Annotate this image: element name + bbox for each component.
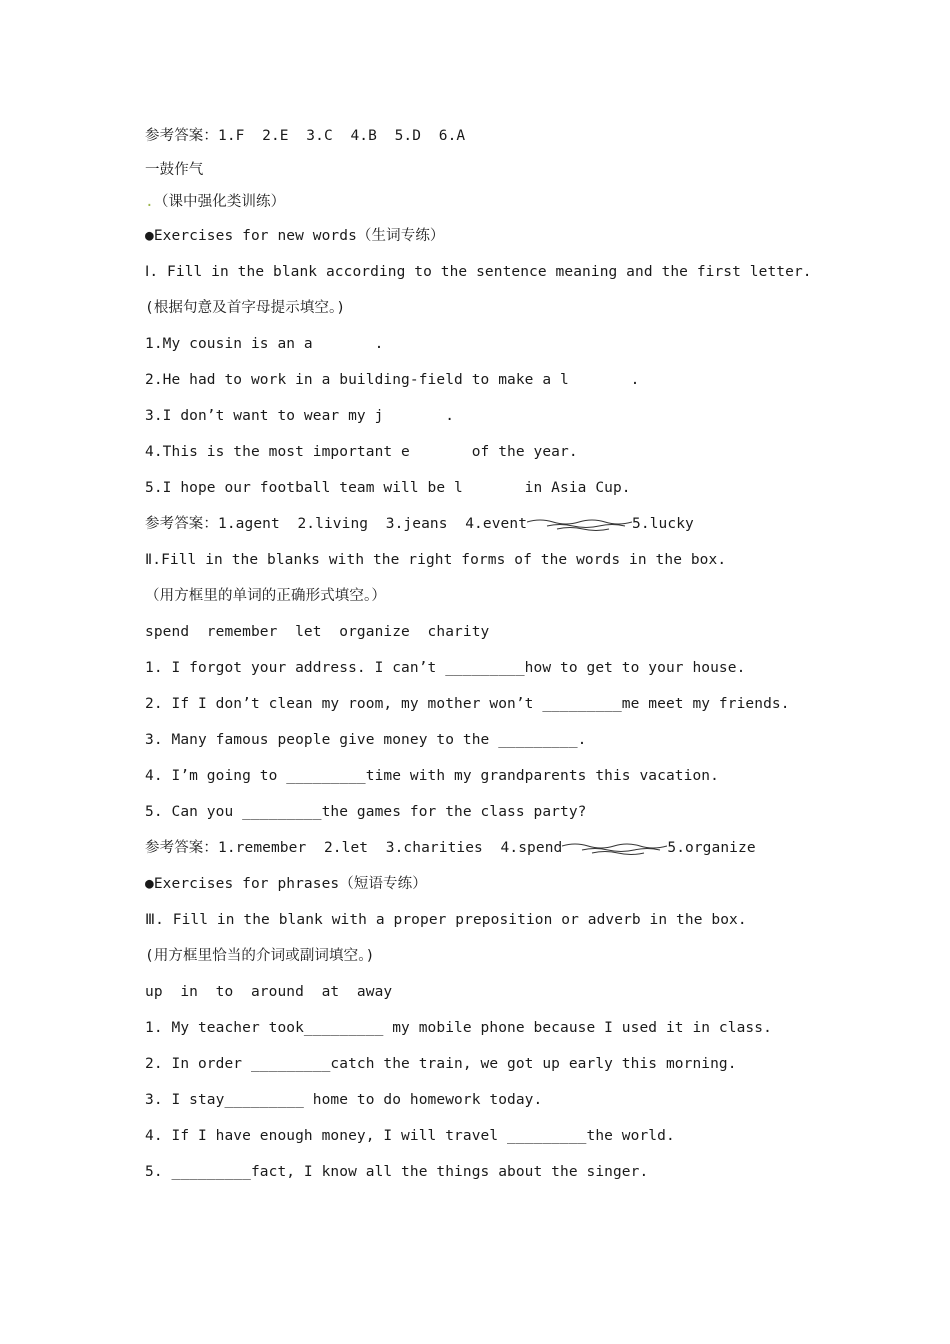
question: 2.He had to work in a building-field to make a l .: [145, 372, 640, 388]
question: 5.I hope our football team will be l in Asia Cup.: [145, 480, 631, 496]
question: 4. If I have enough money, I will travel _________the world.: [145, 1128, 675, 1144]
answer-key-3: [145, 830, 845, 866]
section-2-instruction: （用方框里的单词的正确形式填空。）: [145, 588, 386, 604]
question: 5. Can you _________the games for the class party?: [145, 804, 587, 820]
sub-heading: [145, 186, 845, 218]
question: 1. My teacher took_________ my mobile phone because I used it in class.: [145, 1020, 772, 1036]
wavy-line-icon: [562, 841, 667, 855]
question: 1.My cousin is an a .: [145, 336, 384, 352]
wavy-line-icon: [527, 517, 632, 531]
question: 2. If I don’t clean my room, my mother won’t _________me meet my friends.: [145, 696, 790, 712]
answer-key-3-last: 5.organize: [667, 840, 756, 856]
section-heading: 一鼓作气: [145, 162, 204, 178]
answer-key-2: [145, 506, 845, 542]
answer-key-1: 参考答案：1.F 2.E 3.C 4.B 5.D 6.A: [145, 128, 466, 144]
answer-key-2-last: 5.lucky: [632, 516, 694, 532]
word-box: spend remember let organize charity: [145, 624, 490, 640]
question: 3.I don’t want to wear my j .: [145, 408, 455, 424]
question: 4. I’m going to _________time with my grandparents this vacation.: [145, 768, 719, 784]
question: 3. Many famous people give money to the _________.: [145, 732, 587, 748]
exercises-phrases-heading: ●Exercises for phrases（短语专练）: [145, 876, 427, 892]
document-page: [145, 118, 845, 1190]
section-1-title: Ⅰ. Fill in the blank according to the sentence meaning and the first letter.: [145, 264, 812, 280]
section-3-instruction: (用方框里恰当的介词或副词填空。): [145, 948, 375, 964]
question: 4.This is the most important e of the year.: [145, 444, 578, 460]
question: 3. I stay_________ home to do homework today.: [145, 1092, 543, 1108]
question: 1. I forgot your address. I can’t _________how to get to your house.: [145, 660, 746, 676]
question: 5. _________fact, I know all the things about the singer.: [145, 1164, 649, 1180]
sub-heading-text: （课中强化类训练）: [153, 194, 286, 210]
section-2-title: Ⅱ.Fill in the blanks with the right forms of the words in the box.: [145, 552, 727, 568]
answer-key-3-text: 参考答案：1.remember 2.let 3.charities 4.spend: [145, 840, 563, 856]
answer-key-2-text: 参考答案：1.agent 2.living 3.jeans 4.event: [145, 516, 528, 532]
word-box: up in to around at away: [145, 984, 393, 1000]
section-3-title: Ⅲ. Fill in the blank with a proper preposition or adverb in the box.: [145, 912, 747, 928]
section-1-instruction: (根据句意及首字母提示填空。): [145, 300, 346, 316]
question: 2. In order _________catch the train, we got up early this morning.: [145, 1056, 737, 1072]
exercises-new-words-heading: ●Exercises for new words（生词专练）: [145, 228, 445, 244]
dot-mark-icon: .: [145, 194, 154, 210]
